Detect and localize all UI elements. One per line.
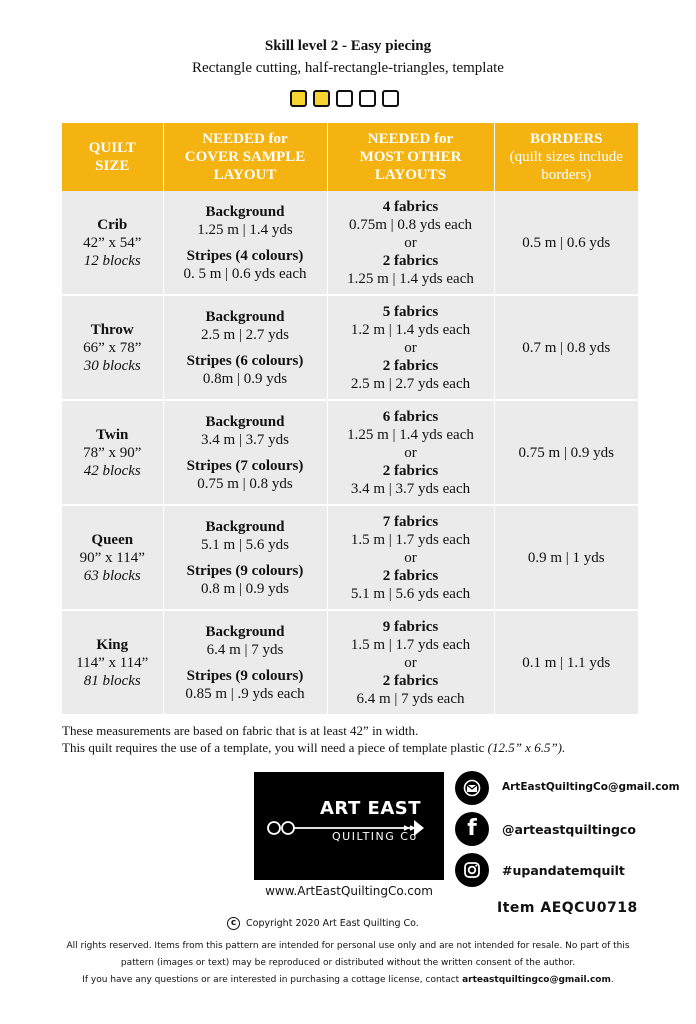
skill-subtitle: Rectangle cutting, half-rectangle-triangles, template <box>192 60 504 76</box>
logo-subtitle: QUILTING Co <box>332 830 418 843</box>
fabric-option-value: 1.25 m | 1.4 yds each <box>347 270 474 287</box>
skill-level-indicator <box>290 90 399 107</box>
other-layouts-cell <box>327 400 494 505</box>
block-count: 12 blocks <box>83 252 141 269</box>
legal-line <box>10 972 686 989</box>
header-quilt-size <box>62 123 163 191</box>
other-layouts-cell <box>327 191 494 295</box>
table-row <box>62 400 638 505</box>
copyright <box>227 917 419 930</box>
fabric-option-label: 2 fabrics <box>382 567 439 584</box>
copyright-icon: c <box>227 917 240 930</box>
quilt-size-cell <box>62 505 163 610</box>
size-dimensions: 78” x 90” <box>83 444 142 461</box>
background-value: 1.25 m | 1.4 yds <box>197 221 293 238</box>
table-row <box>62 295 638 400</box>
table-row <box>62 610 638 714</box>
block-count: 63 blocks <box>83 567 141 584</box>
header-cover-sample <box>163 123 327 191</box>
border-value: 0.7 m | 0.8 yds <box>522 339 611 356</box>
header-line: MOST OTHER <box>359 149 462 165</box>
header-line: NEEDED for <box>202 131 288 147</box>
fabric-option-value: 0.75m | 0.8 yds each <box>349 216 472 233</box>
background-label: Background <box>205 203 285 220</box>
website-link[interactable]: www.ArtEastQuiltingCo.com <box>265 884 433 898</box>
table-row <box>62 191 638 295</box>
fabric-option-label: 6 fabrics <box>382 408 439 425</box>
cover-sample-cell <box>163 400 327 505</box>
size-dimensions: 42” x 54” <box>83 234 142 251</box>
stripes-value: 0.85 m | .9 yds each <box>185 685 305 702</box>
legal-notice <box>10 938 686 989</box>
other-layouts-cell <box>327 505 494 610</box>
skill-title: Skill level 2 - Easy piecing <box>264 38 432 54</box>
border-value: 0.1 m | 1.1 yds <box>522 654 611 671</box>
border-value: 0.75 m | 0.9 yds <box>518 444 614 461</box>
facebook-handle[interactable]: @arteastquiltingco <box>502 822 636 837</box>
or-separator: or <box>404 339 417 356</box>
stripes-value: 0.8 m | 0.9 yds <box>200 580 289 597</box>
instagram-hashtag[interactable]: #upandatemquilt <box>502 863 625 878</box>
logo-title: ART EAST <box>320 798 421 819</box>
note-size: (12.5” x 6.5”). <box>487 740 566 755</box>
fabric-option-label: 2 fabrics <box>382 252 439 269</box>
quilt-size-cell <box>62 295 163 400</box>
or-separator: or <box>404 654 417 671</box>
quilt-size-cell <box>62 191 163 295</box>
fabric-option-label: 2 fabrics <box>382 672 439 689</box>
border-cell <box>494 295 638 400</box>
cover-sample-cell <box>163 505 327 610</box>
fabric-option-value: 1.2 m | 1.4 yds each <box>350 321 471 338</box>
size-name: Throw <box>90 321 134 338</box>
legal-line: All rights reserved. Items from this pattern are intended for personal use only and are not intended for resale. No part of this <box>66 941 630 951</box>
stripes-value: 0.8m | 0.9 yds <box>202 370 288 387</box>
header-borders <box>494 123 638 191</box>
fabric-option-value: 5.1 m | 5.6 yds each <box>350 585 471 602</box>
skill-box <box>290 90 307 107</box>
legal-text: . <box>610 975 614 985</box>
border-cell <box>494 400 638 505</box>
fabric-option-value: 1.5 m | 1.7 yds each <box>350 531 471 548</box>
facebook-icon: f <box>455 812 489 846</box>
block-count: 30 blocks <box>83 357 141 374</box>
header-line: QUILT <box>88 140 136 156</box>
fabric-option-label: 9 fabrics <box>382 618 439 635</box>
stripes-label: Stripes (4 colours) <box>186 247 304 264</box>
background-label: Background <box>205 308 285 325</box>
quilt-size-cell <box>62 400 163 505</box>
background-label: Background <box>205 518 285 535</box>
legal-text: If you have any questions or are interested in purchasing a cottage license, contact <box>82 975 463 985</box>
brand-logo <box>254 772 444 880</box>
copyright-text: Copyright 2020 Art East Quilting Co. <box>246 918 419 929</box>
background-value: 2.5 m | 2.7 yds <box>200 326 289 343</box>
legal-line: pattern (images or text) may be reproduced or distributed without the written consent of the author. <box>120 958 576 968</box>
or-separator: or <box>404 444 417 461</box>
size-dimensions: 66” x 78” <box>83 339 142 356</box>
skill-box <box>382 90 399 107</box>
fabric-option-value: 6.4 m | 7 yds each <box>356 690 465 707</box>
stripes-label: Stripes (7 colours) <box>186 457 304 474</box>
fabric-option-value: 2.5 m | 2.7 yds each <box>350 375 471 392</box>
fabric-requirements-table <box>62 123 638 714</box>
size-dimensions: 114” x 114” <box>76 654 149 671</box>
header-line: LAYOUT <box>213 167 277 183</box>
note-width: These measurements are based on fabric that is at least 42” in width. <box>62 723 419 738</box>
note-template <box>62 739 565 756</box>
background-label: Background <box>205 413 285 430</box>
note-text: This quilt requires the use of a template, you will need a piece of template plastic <box>62 740 488 755</box>
fabric-option-value: 3.4 m | 3.7 yds each <box>350 480 471 497</box>
border-value: 0.9 m | 1 yds <box>527 549 605 566</box>
header-other-layouts <box>327 123 494 191</box>
background-value: 5.1 m | 5.6 yds <box>200 536 289 553</box>
border-cell <box>494 505 638 610</box>
size-name: Crib <box>97 216 128 233</box>
stripes-value: 0.75 m | 0.8 yds <box>197 475 293 492</box>
cover-sample-cell <box>163 295 327 400</box>
skill-box <box>313 90 330 107</box>
or-separator: or <box>404 549 417 566</box>
header-line: COVER SAMPLE <box>184 149 306 165</box>
fabric-option-label: 2 fabrics <box>382 462 439 479</box>
stripes-label: Stripes (9 colours) <box>186 667 304 684</box>
cover-sample-cell <box>163 191 327 295</box>
header-line: borders) <box>541 167 592 183</box>
cover-sample-cell <box>163 610 327 714</box>
fabric-option-value: 1.25 m | 1.4 yds each <box>347 426 474 443</box>
border-cell <box>494 191 638 295</box>
other-layouts-cell <box>327 295 494 400</box>
instagram-icon <box>455 853 489 887</box>
email-link[interactable]: ArtEastQuiltingCo@gmail.com <box>502 781 680 793</box>
header-line: NEEDED for <box>367 131 454 147</box>
fabric-option-value: 1.5 m | 1.7 yds each <box>350 636 471 653</box>
size-name: Queen <box>91 531 134 548</box>
size-name: Twin <box>96 426 129 443</box>
header-line: (quilt sizes include <box>509 149 623 165</box>
block-count: 81 blocks <box>83 672 141 689</box>
fabric-option-label: 4 fabrics <box>382 198 439 215</box>
border-cell <box>494 610 638 714</box>
block-count: 42 blocks <box>83 462 141 479</box>
header-line: LAYOUTS <box>374 167 447 183</box>
header-line: SIZE <box>95 158 130 174</box>
quilt-size-cell <box>62 610 163 714</box>
email-icon <box>455 771 489 805</box>
background-label: Background <box>205 623 285 640</box>
legal-email-link[interactable]: arteastquiltingco@gmail.com <box>462 975 611 985</box>
stripes-label: Stripes (9 colours) <box>186 562 304 579</box>
border-value: 0.5 m | 0.6 yds <box>522 234 611 251</box>
stripes-label: Stripes (6 colours) <box>186 352 304 369</box>
background-value: 3.4 m | 3.7 yds <box>200 431 289 448</box>
background-value: 6.4 m | 7 yds <box>206 641 284 658</box>
skill-box <box>359 90 376 107</box>
size-name: King <box>96 636 129 653</box>
item-number: Item AEQCU0718 <box>497 900 638 916</box>
header-line: BORDERS <box>529 131 603 147</box>
size-dimensions: 90” x 114” <box>79 549 145 566</box>
fabric-option-label: 7 fabrics <box>382 513 439 530</box>
notes <box>62 722 565 756</box>
or-separator: or <box>404 234 417 251</box>
other-layouts-cell <box>327 610 494 714</box>
table-row <box>62 505 638 610</box>
fabric-option-label: 5 fabrics <box>382 303 439 320</box>
stripes-value: 0. 5 m | 0.6 yds each <box>183 265 307 282</box>
fabric-option-label: 2 fabrics <box>382 357 439 374</box>
skill-box <box>336 90 353 107</box>
